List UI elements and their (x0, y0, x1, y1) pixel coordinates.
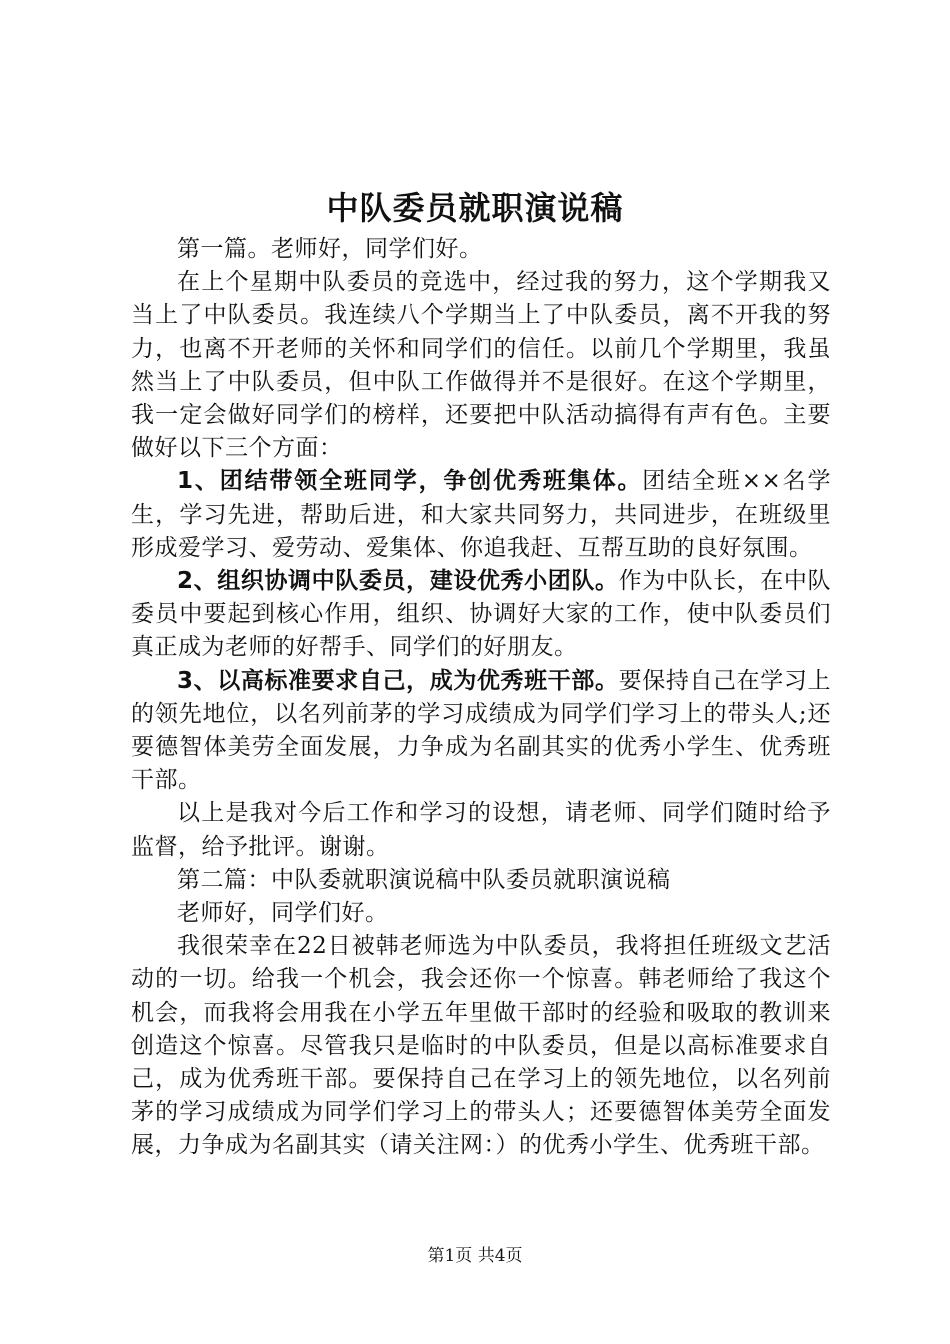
paragraph-text: 第一篇。老师好，同学们好。 (177, 236, 483, 262)
paragraph-text: 作为中队长，在中队委员中要起到核心作用，组织、协调好大家的工作，使中队委员们真正成为老师的好帮手、同学们的好朋友。 (131, 568, 831, 661)
paragraph (131, 897, 831, 930)
document-title: 中队委员就职演说稿 (326, 189, 624, 227)
document-body (131, 233, 831, 1163)
page-number-footer: 第1页 共4页 (427, 1246, 523, 1266)
paragraph-text: 要保持自己在学习上的领先地位，以名列前茅的学习成绩成为同学们学习上的带头人;还要德智体美劳全面发展，力争成为名副其实的优秀小学生、优秀班干部。 (131, 667, 831, 794)
paragraph (131, 565, 831, 665)
paragraph-lead: 2、组织协调中队委员，建设优秀小团队。 (177, 568, 619, 595)
paragraph-text: 在上个星期中队委员的竞选中，经过我的努力，这个学期我又当上了中队委员。我连续八个学期当上了中队委员，离不开我的努力，也离不开老师的关怀和同学们的信任。以前几个学期里，我虽然当上了中队委员，但中队工作做得并不是很好。在这个学期里，我一定会做好同学们的榜样，还要把中队活动搞得有声有色。主要做好以下三个方面： (131, 269, 831, 462)
paragraph (131, 797, 831, 863)
paragraph-text: 老师好，同学们好。 (177, 900, 389, 927)
paragraph-text: 第二篇：中队委就职演说稿中队委员就职演说稿 (177, 866, 671, 893)
paragraph-lead: 1、团结带领全班同学，争创优秀班集体。 (177, 468, 643, 495)
paragraph (131, 665, 831, 798)
paragraph (131, 465, 831, 565)
paragraph-text: 我很荣幸在22日被韩老师选为中队委员，我将担任班级文艺活动的一切。给我一个机会，我会还你一个惊喜。韩老师给了我这个机会，而我将会用我在小学五年里做干部时的经验和吸取的教训来创造这个惊喜。尽管我只是临时的中队委员，但是以高标准要求自己，成为优秀班干部。要保持自己在学习上的领先地位，以名列前茅的学习成绩成为同学们学习上的带头人；还要德智体美劳全面发展，力争成为名副其实（请关注网：）的优秀小学生、优秀班干部。 (131, 933, 831, 1159)
paragraph (131, 266, 831, 465)
paragraph (131, 233, 831, 266)
paragraph-text: 团结全班××名学生，学习先进，帮助后进，和大家共同努力，共同进步，在班级里形成爱学习、爱劳动、爱集体、你追我赶、互帮互助的良好氛围。 (131, 468, 831, 561)
paragraph-lead: 3、以高标准要求自己，成为优秀班干部。 (177, 667, 619, 694)
paragraph (131, 930, 831, 1162)
paragraph-text: 以上是我对今后工作和学习的设想，请老师、同学们随时给予监督，给予批评。谢谢。 (131, 800, 831, 860)
paragraph (131, 864, 831, 897)
